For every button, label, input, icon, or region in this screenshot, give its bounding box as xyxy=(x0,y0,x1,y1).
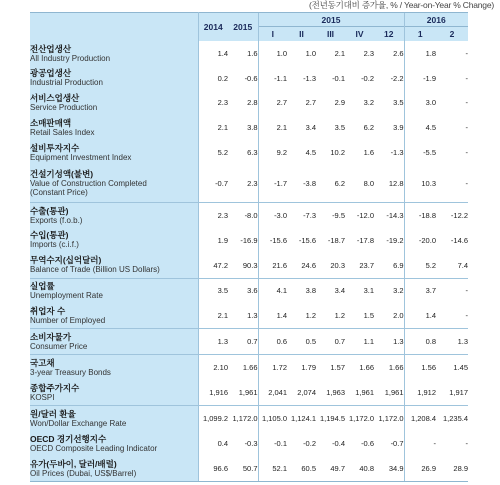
table-cell: 0.6 xyxy=(258,329,287,355)
table-row xyxy=(30,165,468,203)
table-cell: 6.2 xyxy=(363,123,374,133)
table-cell: 3.5 xyxy=(334,123,345,133)
table-cell: 1,172.0 xyxy=(345,406,374,431)
table-cell: 2.3 xyxy=(247,178,258,188)
header-month: 1 xyxy=(404,27,436,42)
table-cell: 1.72 xyxy=(258,355,287,380)
table-cell: 90.3 xyxy=(242,260,258,270)
table-cell: -0.4 xyxy=(332,439,345,449)
table-cell: 1.79 xyxy=(287,355,316,380)
indicator-name-english: Balance of Trade (Billion US Dollars) xyxy=(30,265,160,275)
indicator-name-english: Value of Construction Completed xyxy=(30,178,147,188)
table-cell: -1.7 xyxy=(258,165,287,203)
table-cell: 3.9 xyxy=(393,123,404,133)
table-cell: 2.1 xyxy=(334,48,345,58)
table-row xyxy=(30,140,468,165)
table-cell: -14.3 xyxy=(374,202,404,227)
table-row xyxy=(30,91,468,116)
table-cell: - xyxy=(465,73,469,83)
table-cell: 1.6 xyxy=(247,48,258,58)
table-cell: 2.9 xyxy=(334,98,345,108)
table-cell: 40.8 xyxy=(345,456,374,482)
table-cell: -17.8 xyxy=(356,235,374,245)
table-cell: 52.1 xyxy=(258,456,287,482)
table-cell: - xyxy=(465,311,469,321)
indicator-name-korean: OECD 경기선행지수 xyxy=(30,433,107,444)
table-cell: 1,208.4 xyxy=(404,406,436,431)
table-cell: 3.1 xyxy=(345,278,374,303)
table-cell: 1.3 xyxy=(436,329,468,355)
table-cell: -9.5 xyxy=(316,202,345,227)
table-cell: 2.1 xyxy=(217,311,228,321)
table-cell: - xyxy=(436,278,468,303)
table-cell: -2.2 xyxy=(390,73,404,83)
table-cell: 2,074 xyxy=(297,388,316,398)
table-cell: 3.6 xyxy=(228,278,258,303)
indicator-label xyxy=(30,329,198,355)
indicator-label xyxy=(30,115,198,140)
table-cell: 1,961 xyxy=(384,388,404,398)
table-cell: -0.1 xyxy=(258,431,287,456)
table-cell: 1.57 xyxy=(316,355,345,380)
table-cell: 5.2 xyxy=(404,253,436,278)
table-header xyxy=(30,13,468,42)
table-row xyxy=(30,228,468,253)
table-cell: -0.7 xyxy=(390,439,404,449)
table-cell: 1.9 xyxy=(217,235,228,245)
indicator-label xyxy=(30,41,198,66)
table-cell: - xyxy=(465,48,469,58)
table-row xyxy=(30,303,468,328)
table-cell: -15.6 xyxy=(298,235,316,245)
indicator-name-english: Oil Prices (Dubai, US$/Barrel) xyxy=(30,468,137,478)
table-cell: 4.5 xyxy=(404,115,436,140)
header-quarter: I xyxy=(258,27,287,42)
table-row xyxy=(30,41,468,66)
table-cell: -7.3 xyxy=(287,202,316,227)
table-cell: 1.3 xyxy=(374,329,404,355)
table-cell: - xyxy=(465,178,469,188)
table-cell: 1,917 xyxy=(449,388,469,398)
indicator-name-korean: 전산업생산 xyxy=(30,43,72,54)
indicator-name-korean: 광공업생산 xyxy=(30,68,72,79)
table-cell: 1.0 xyxy=(258,41,287,66)
table-cell: -0.6 xyxy=(361,439,374,449)
table-row xyxy=(30,406,468,431)
table-cell: 3.5 xyxy=(198,278,228,303)
table-row xyxy=(30,380,468,405)
table-cell: -18.8 xyxy=(404,202,436,227)
table-cell: -0.7 xyxy=(215,178,228,188)
table-cell: 12.8 xyxy=(388,178,404,188)
table-cell: 1.56 xyxy=(404,355,436,380)
table-cell: - xyxy=(465,98,469,108)
table-cell: 1.8 xyxy=(404,41,436,66)
table-cell: 1.4 xyxy=(258,303,287,328)
table-cell: 3.7 xyxy=(404,278,436,303)
table-cell: 8.0 xyxy=(363,178,374,188)
unit-note: (전년동기대비 증가율, % / Year-on-Year % Change) xyxy=(308,0,494,10)
table-cell: -1.1 xyxy=(258,66,287,91)
table-cell: 1.5 xyxy=(363,311,374,321)
table-cell: -0.2 xyxy=(361,73,374,83)
table-cell: 10.3 xyxy=(404,165,436,203)
table-cell: 2.3 xyxy=(363,48,374,58)
table-cell: - xyxy=(465,439,469,449)
indicator-name-korean: 건설기성액(불변) xyxy=(30,168,94,179)
table-row xyxy=(30,278,468,303)
header-quarter: III xyxy=(316,27,345,42)
table-cell: 3.2 xyxy=(363,98,374,108)
indicator-label xyxy=(30,253,198,278)
table-row xyxy=(30,456,468,482)
table-cell: 20.3 xyxy=(330,260,345,270)
table-cell: 2.6 xyxy=(393,48,404,58)
indicator-name-korean: 설비투자지수 xyxy=(30,142,80,153)
table-cell: -19.2 xyxy=(386,235,404,245)
indicator-label xyxy=(30,165,198,203)
table-row xyxy=(30,66,468,91)
table-cell: - xyxy=(465,148,469,158)
indicator-name-english: Service Production xyxy=(30,103,98,113)
table-cell: - xyxy=(465,123,469,133)
table-row xyxy=(30,431,468,456)
table-cell: 34.9 xyxy=(374,456,404,482)
table-cell: -5.5 xyxy=(404,140,436,165)
indicator-name-english: Retail Sales Index xyxy=(30,127,95,137)
table-cell: 1.2 xyxy=(334,311,345,321)
table-cell: 3.4 xyxy=(305,123,316,133)
indicator-label xyxy=(30,278,198,303)
table-row xyxy=(30,253,468,278)
table-cell: 5.2 xyxy=(217,148,228,158)
indicator-label xyxy=(30,355,198,380)
table-cell: 96.6 xyxy=(198,456,228,482)
table-cell: 2.8 xyxy=(247,98,258,108)
indicator-name-english: Unemployment Rate xyxy=(30,291,103,301)
table-cell: 0.4 xyxy=(217,439,228,449)
header-month: 12 xyxy=(374,27,404,42)
table-cell: 0.5 xyxy=(287,329,316,355)
table-cell: 7.4 xyxy=(457,260,469,270)
indicator-name-korean: 국고채 xyxy=(30,358,55,369)
table-cell: -12.0 xyxy=(345,202,374,227)
table-cell: 2.1 xyxy=(217,123,228,133)
indicator-name-korean: 소비자물가 xyxy=(30,332,72,343)
table-cell: 26.9 xyxy=(404,456,436,482)
table-row xyxy=(30,115,468,140)
table-cell: 1.0 xyxy=(305,48,316,58)
indicator-label xyxy=(30,380,198,405)
table-cell: 1,124.1 xyxy=(287,406,316,431)
table-cell: 3.0 xyxy=(404,91,436,116)
table-cell: 28.9 xyxy=(436,456,468,482)
indicator-name-korean: 취업자 수 xyxy=(30,306,66,317)
indicator-name-korean: 수입(통관) xyxy=(30,230,69,241)
indicator-label xyxy=(30,303,198,328)
table-cell: 1.66 xyxy=(345,355,374,380)
table-cell: 2,041 xyxy=(258,380,287,405)
indicator-name-english: Exports (f.o.b.) xyxy=(30,215,83,225)
table-cell: 2.10 xyxy=(198,355,228,380)
indicator-name-english: KOSPI xyxy=(30,393,55,403)
header-month: 2 xyxy=(436,27,468,42)
table-cell: -1.3 xyxy=(390,148,404,158)
table-body xyxy=(30,41,468,482)
indicator-name-korean: 서비스업생산 xyxy=(30,93,80,104)
indicator-name-english: Won/Dollar Exchange Rate xyxy=(30,418,127,428)
table-cell: 1,961 xyxy=(355,388,374,398)
table-cell: 0.7 xyxy=(228,329,258,355)
table-cell: 60.5 xyxy=(287,456,316,482)
indicator-label xyxy=(30,91,198,116)
table-cell: 10.2 xyxy=(330,148,345,158)
table-cell: 3.8 xyxy=(287,278,316,303)
table-cell: 47.2 xyxy=(213,260,228,270)
indicator-name-english: Consumer Price xyxy=(30,342,88,352)
indicator-label xyxy=(30,202,198,227)
indicator-name-english: Equipment Investment Index xyxy=(30,152,132,162)
indicator-label xyxy=(30,456,198,482)
table-cell: 23.7 xyxy=(359,260,374,270)
table-cell: 2.3 xyxy=(217,98,228,108)
table-cell: -14.6 xyxy=(450,235,469,245)
table-cell: -0.6 xyxy=(244,73,258,83)
table-cell: 1,194.5 xyxy=(316,406,345,431)
header-year-2014: 2014 xyxy=(198,13,228,42)
indicator-name-english: Imports (c.i.f.) xyxy=(30,240,79,250)
table-cell: 50.7 xyxy=(228,456,258,482)
table-cell: 1.66 xyxy=(228,355,258,380)
table-cell: 1,105.0 xyxy=(258,406,287,431)
table-cell: -16.9 xyxy=(240,235,258,245)
header-corner xyxy=(30,13,198,42)
table-cell: -1.9 xyxy=(404,66,436,91)
table-cell: -12.2 xyxy=(436,202,468,227)
indicator-name-korean: 무역수지(십억달러) xyxy=(30,255,102,266)
table-row xyxy=(30,202,468,227)
indicator-name-korean: 수출(통관) xyxy=(30,205,69,216)
economic-indicators-table xyxy=(30,12,468,482)
table-cell: -18.7 xyxy=(327,235,345,245)
header-quarter: II xyxy=(287,27,316,42)
indicator-name-english: Number of Employed xyxy=(30,316,106,326)
indicator-name-korean: 원/달러 환율 xyxy=(30,408,76,419)
table-cell: 1.4 xyxy=(404,303,436,328)
table-cell: 2.1 xyxy=(258,115,287,140)
table-cell: 1.1 xyxy=(345,329,374,355)
indicator-label xyxy=(30,406,198,431)
header-group-2015: 2015 xyxy=(258,13,404,27)
table-cell: -0.2 xyxy=(303,439,316,449)
indicator-name-korean: 유가(두바이, 달러/배럴) xyxy=(30,458,117,469)
indicator-label xyxy=(30,66,198,91)
header-year-2015: 2015 xyxy=(228,13,258,42)
header-group-2016: 2016 xyxy=(404,13,468,27)
table-cell: -1.3 xyxy=(303,73,316,83)
table-cell: 1,235.4 xyxy=(436,406,468,431)
indicator-name-english: (Constant Price) xyxy=(30,188,88,198)
header-quarter: IV xyxy=(345,27,374,42)
indicator-label xyxy=(30,431,198,456)
table-cell: 1,172.0 xyxy=(228,406,258,431)
table-cell: 1,912 xyxy=(404,380,436,405)
table-cell: 1.45 xyxy=(436,355,468,380)
table-cell: 1.3 xyxy=(198,329,228,355)
table-cell: 1,099.2 xyxy=(198,406,228,431)
indicator-label xyxy=(30,140,198,165)
table-cell: 0.2 xyxy=(217,73,228,83)
table-cell: 6.2 xyxy=(334,178,345,188)
table-cell: 49.7 xyxy=(316,456,345,482)
table-cell: 3.5 xyxy=(393,98,404,108)
table-cell: -3.8 xyxy=(303,178,316,188)
indicator-name-korean: 실업률 xyxy=(30,281,55,292)
table-cell: 1.2 xyxy=(305,311,316,321)
table-cell: 3.2 xyxy=(374,278,404,303)
table-cell: 6.3 xyxy=(247,148,258,158)
table-cell: 0.7 xyxy=(316,329,345,355)
table-cell: 2.3 xyxy=(198,202,228,227)
table-cell: 1.6 xyxy=(363,148,374,158)
table-cell: 1,961 xyxy=(238,388,258,398)
indicator-name-korean: 종합주가지수 xyxy=(30,383,80,394)
table-cell: 0.8 xyxy=(404,329,436,355)
table-cell: 1,916 xyxy=(209,388,228,398)
table-cell: 24.6 xyxy=(301,260,316,270)
table-cell: -8.0 xyxy=(228,202,258,227)
table-cell: 9.2 xyxy=(258,140,287,165)
table-cell: -0.1 xyxy=(332,73,345,83)
table-cell: 1.3 xyxy=(247,311,258,321)
table-cell: 2.7 xyxy=(258,91,287,116)
table-cell: 6.9 xyxy=(393,260,404,270)
table-cell: -0.3 xyxy=(244,439,258,449)
indicator-name-english: All Industry Production xyxy=(30,53,111,63)
table-cell: 4.1 xyxy=(258,278,287,303)
table-cell: 3.4 xyxy=(316,278,345,303)
indicator-name-english: Industrial Production xyxy=(30,78,103,88)
table-cell: 2.0 xyxy=(393,311,404,321)
table-cell: 1.66 xyxy=(374,355,404,380)
table-cell: 2.7 xyxy=(305,98,316,108)
indicator-name-korean: 소매판매액 xyxy=(30,117,72,128)
indicator-name-english: OECD Composite Leading Indicator xyxy=(30,443,158,453)
indicator-name-english: 3-year Treasury Bonds xyxy=(30,368,111,378)
table-cell: -20.0 xyxy=(404,228,436,253)
table-row xyxy=(30,329,468,355)
table-cell: 1.4 xyxy=(217,48,228,58)
indicator-label xyxy=(30,228,198,253)
table-cell: 3.8 xyxy=(247,123,258,133)
table-cell: -15.6 xyxy=(258,228,287,253)
table-cell: -3.0 xyxy=(258,202,287,227)
table-cell: 4.5 xyxy=(305,148,316,158)
table-cell: - xyxy=(404,431,436,456)
table-cell: 1,963 xyxy=(326,388,345,398)
table-cell: 1,172.0 xyxy=(374,406,404,431)
table-row xyxy=(30,355,468,380)
table-cell: 21.6 xyxy=(258,253,287,278)
